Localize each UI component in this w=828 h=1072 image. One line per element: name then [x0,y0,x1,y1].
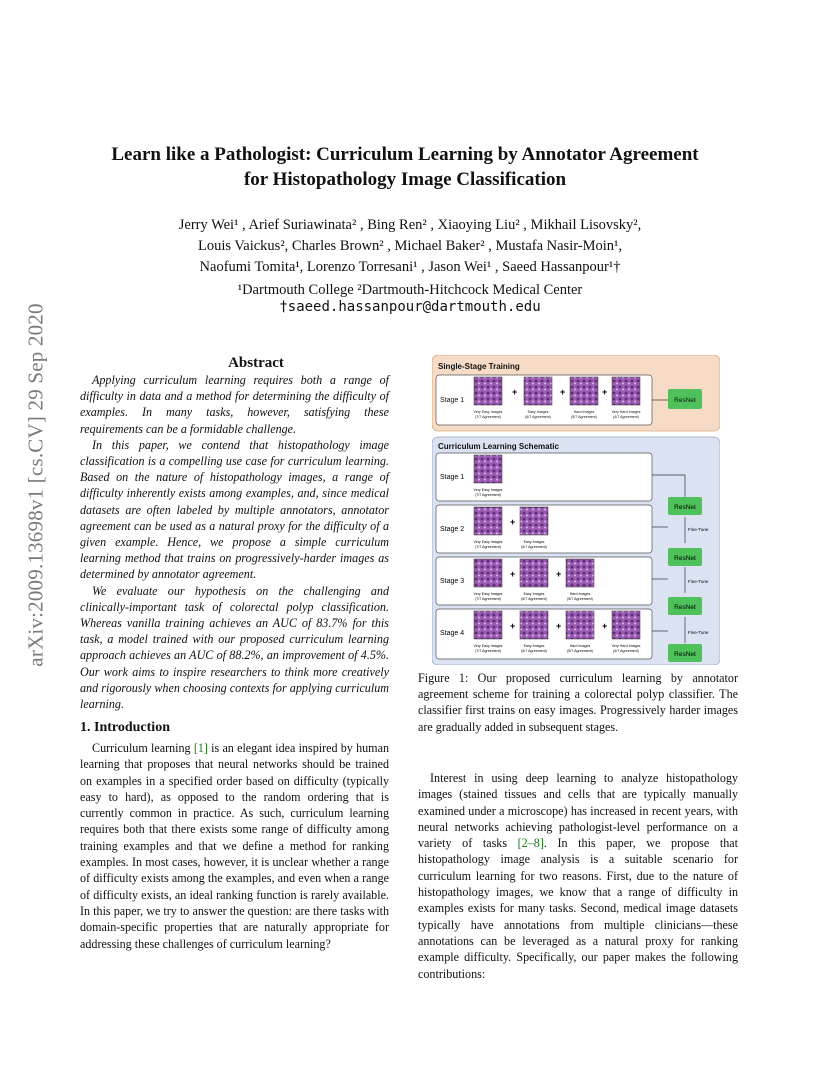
abstract-paragraph: In this paper, we contend that histopathology image classification is a compelling use case for curriculum learning. Based on the nature of histopathology images, a range of difficulty inherently exists among examples, and, since medical datasets are often labeled by multiple annotators, annotator agreement can be used as a natural proxy for the difficulty of a given example. Hence, we propose a simple curriculum learning method that trains on progressively-harder images as determined by annotator agreement. [80,437,389,582]
plus-icon: + [556,621,562,631]
agreement-label: (7/7 Agreement) [475,493,501,497]
intro-text: Curriculum learning [92,741,194,755]
resnet-label: ResNet [674,397,696,404]
stage-label: Stage 3 [440,578,465,585]
plus-icon: + [512,387,518,397]
intro-heading: 1. Introduction [80,720,170,735]
title-line-1: Learn like a Pathologist: Curriculum Learning by Annotator Agreement [111,144,699,165]
resnet-label: ResNet [674,504,696,511]
fine-tune-label: Fine-Tune [688,630,709,635]
plus-icon: + [602,621,608,631]
image-label: Easy Images [523,540,545,544]
resnet-label: ResNet [674,555,696,562]
title-line-2: for Histopathology Image Classification [243,169,567,190]
image-label: Easy Images [527,410,549,414]
authors-line-3: Naofumi Tomita¹, Lorenzo Torresani¹ , Jason Wei¹ , Saeed Hassanpour¹† [199,259,621,275]
citation-link[interactable]: [1] [193,741,208,755]
image-label: Hard Images [573,410,595,414]
plus-icon: + [510,569,516,579]
body-text: . In this paper, we propose that histopathology image analysis is a suitable scenario for curriculum learning for two reasons. First, due to the nature of histopathology images, we know that a range of difficulty in examples exists for many tasks. Second, medical image datasets typically have annotations from multiple clinicians—these annotations can be leveraged as a natural proxy for ranking example difficulty. Specifically, our paper makes the following contributions: [418,836,738,981]
plus-icon: + [510,517,516,527]
figure-caption: Figure 1: Our proposed curriculum learning by annotator agreement scheme for training a colorectal polyp classifier. The classifier first trains on easy images. Progressively harder images are gradually added in subsequent stages. [418,671,738,734]
agreement-label: (7/7 Agreement) [475,597,501,601]
body-text: Interest in using deep learning to analyze histopathology images (stained tissues and cells that are typically manually examined under a microscope) has increased in recent years, with neural networks achieving pathologist-level performance on a variety of tasks [418,771,738,851]
image-label: Easy Images [523,592,545,596]
curriculum-title: Curriculum Learning Schematic [438,442,559,451]
image-label: Very Easy Images [473,644,503,648]
intro-text: is an elegant idea inspired by human learning that proposes that neural networks should be trained on examples in a specified order based on difficulty (typically easy to hard), as opposed to the random ordering that is currently common in practice. As such, curriculum learning requires both that there exists some range of difficulty among training examples and that we define a method for ranking examples. In most cases, however, it is unclear whether a range of difficulty exists among the examples, and even when a range of difficulty exists, an ideal ranking function is rarely available. In this paper, we try to answer the question: are there tasks with domain-specific properties that are naturally appropriate for addressing these challenges of curriculum learning? [80,741,389,951]
intro-paragraph [80,740,389,952]
agreement-label: (4/7 Agreement) [613,415,639,419]
body-paragraph [418,770,738,982]
agreement-label: (6/7 Agreement) [525,415,551,419]
stage-label: Stage 1 [440,397,465,404]
abstract-heading: Abstract [228,355,284,371]
agreement-label: (7/7 Agreement) [475,649,501,653]
agreement-label: (7/7 Agreement) [475,545,501,549]
agreement-label: (5/7 Agreement) [567,649,593,653]
abstract-paragraph: We evaluate our hypothesis on the challenging and clinically-important task of colorectal polyp classification. Whereas vanilla training achieves an AUC of 83.7% for this task, a model trained with our proposed curriculum learning approach achieves an AUC of 88.2%, an improvement of 4.5%. Our work aims to inspire researchers to think more creatively and rigorously when choosing contexts for applying curriculum learning. [80,583,389,712]
fine-tune-label: Fine-Tune [688,527,709,532]
abstract-body [80,372,389,712]
image-label: Hard Images [569,592,591,596]
image-label: Very Hard Images [611,410,641,414]
resnet-label: ResNet [674,604,696,611]
arxiv-id: arXiv:2009.13698v1 [cs.CV] 29 Sep 2020 [23,303,48,667]
agreement-label: (4/7 Agreement) [613,649,639,653]
email-link[interactable]: †saeed.hassanpour@dartmouth.edu [279,299,541,315]
agreement-label: (6/7 Agreement) [521,545,547,549]
stage-label: Stage 1 [440,474,465,481]
image-label: Very Easy Images [473,488,503,492]
stage-label: Stage 4 [440,630,465,637]
resnet-label: ResNet [674,651,696,658]
affiliation: ¹Dartmouth College ²Dartmouth-Hitchcock Medical Center [237,282,583,298]
image-label: Very Easy Images [473,592,503,596]
stage-label: Stage 2 [440,526,465,533]
image-label: Very Hard Images [611,644,641,648]
plus-icon: + [556,569,562,579]
plus-icon: + [510,621,516,631]
figure-1 [432,355,720,665]
authors-line-1: Jerry Wei¹ , Arief Suriawinata² , Bing Ren² , Xiaoying Liu² , Mikhail Lisovsky², [178,217,642,233]
image-label: Easy Images [523,644,545,648]
agreement-label: (5/7 Agreement) [571,415,597,419]
fine-tune-label: Fine-Tune [688,579,709,584]
agreement-label: (5/7 Agreement) [567,597,593,601]
abstract-paragraph: Applying curriculum learning requires both a range of difficulty in data and a method for determining the difficulty of examples. In many tasks, however, satisfying these requirements can be a formidable challenge. [80,373,389,436]
authors-line-2: Louis Vaickus², Charles Brown² , Michael Baker² , Mustafa Nasir-Moin¹, [198,238,622,254]
image-label: Very Easy Images [473,410,503,414]
agreement-label: (6/7 Agreement) [521,649,547,653]
citation-link[interactable]: [2–8] [517,836,544,851]
agreement-label: (6/7 Agreement) [521,597,547,601]
agreement-label: (7/7 Agreement) [475,415,501,419]
paper-title [90,142,720,192]
plus-icon: + [602,387,608,397]
plus-icon: + [560,387,566,397]
arxiv-watermark [16,290,56,680]
image-label: Very Easy Images [473,540,503,544]
image-label: Hard Images [569,644,591,648]
single-stage-title: Single-Stage Training [438,362,520,371]
author-list [120,215,700,278]
